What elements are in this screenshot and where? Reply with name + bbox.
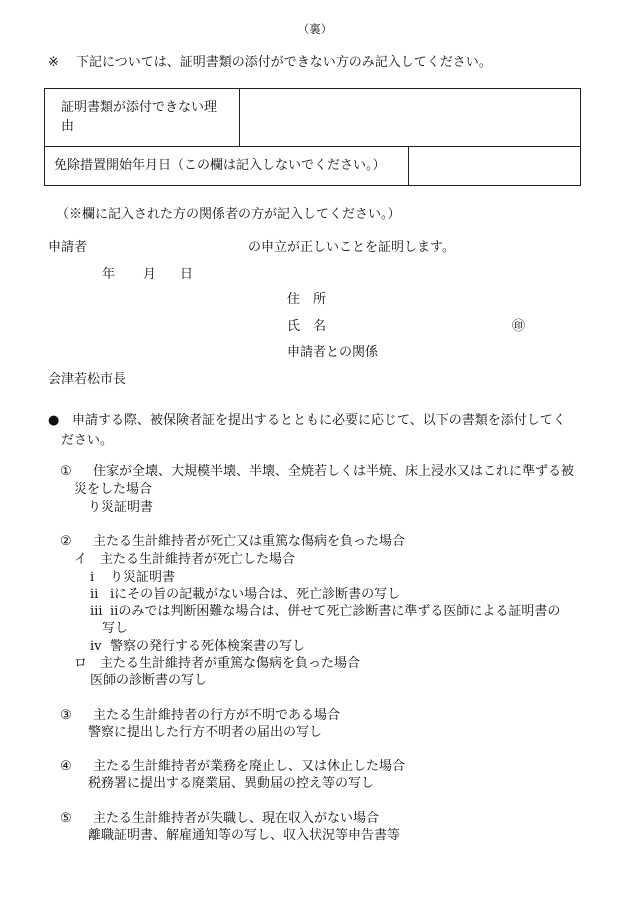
- item-2a-ii: [90, 586, 400, 604]
- guidance-paragraph: [48, 411, 588, 450]
- item-4-title: [60, 758, 405, 776]
- item-5-text: 主たる生計維持者が失職し、現在収入がない場合: [93, 811, 380, 826]
- page-side-label: （裏）: [297, 22, 333, 36]
- name-label: 氏 名: [287, 319, 327, 334]
- item-2a-iii-number: ⅲ: [90, 604, 103, 619]
- attestation-instruction: （※欄に記入された方の関係者の方が記入してください。）: [56, 207, 401, 222]
- item-2a-iv: [90, 638, 305, 656]
- instruction-note: [48, 54, 492, 72]
- item-2-text: 主たる生計維持者が死亡又は重篤な傷病を負った場合: [93, 534, 406, 549]
- item-2-number: ②: [60, 534, 72, 549]
- item-2a-ii-number: ⅱ: [90, 587, 99, 602]
- item-2a-iii-line-2: 写し: [102, 621, 129, 636]
- item-2a-iii-text: ⅱのみでは判断困難な場合は、併せて死亡診断書に準ずる医師による証明書の: [110, 604, 561, 619]
- guidance-line-2: ださい。: [61, 432, 114, 448]
- reason-label: 証明書類が添付できない理由: [61, 99, 218, 134]
- start-date-table: [44, 146, 581, 186]
- item-2a-iii: [90, 603, 560, 621]
- item-2a-iv-text: 警察の発行する死体検案書の写し: [110, 639, 306, 654]
- reason-label-cell: [45, 89, 240, 147]
- seal-mark: ㊞: [512, 319, 526, 334]
- start-date-label: 免除措置開始年月日（この欄は記入しないでください。）: [45, 146, 409, 186]
- item-2a-title: イ 主たる生計維持者が死亡した場合: [74, 552, 296, 567]
- item-2a-i-text: り災証明書: [110, 570, 176, 585]
- item-5-number: ⑤: [60, 811, 72, 826]
- item-1-document: り災証明書: [88, 500, 154, 515]
- item-1-number: ①: [60, 464, 72, 479]
- item-2b-document: 医師の診断書の写し: [90, 673, 208, 688]
- item-2a-iv-number: ⅳ: [90, 639, 102, 654]
- item-3-number: ③: [60, 708, 72, 723]
- applicant-label: 申請者: [48, 240, 88, 255]
- addressee: 会津若松市長: [48, 372, 127, 387]
- start-date-field: [409, 146, 581, 186]
- item-2a-i: [90, 569, 175, 587]
- item-2-title: [60, 533, 405, 551]
- item-5-document: 離職証明書、解雇通知等の写し、収入状況等申告書等: [88, 828, 401, 843]
- item-4-text: 主たる生計維持者が業務を廃止し、又は休止した場合: [93, 759, 406, 774]
- guidance-line-1: 申請する際、被保険者証を提出するとともに必要に応じて、以下の書類を添付してく: [72, 413, 566, 428]
- item-1-line-2: 災をした場合: [74, 482, 153, 497]
- item-1-line-1: 住家が全壊、大規模半壊、半壊、全焼若しくは半焼、床上浸水又はこれに準ずる被: [93, 464, 575, 479]
- relation-label: 申請者との関係: [287, 345, 379, 360]
- item-3-document: 警察に提出した行方不明者の届出の写し: [88, 725, 323, 740]
- item-4-number: ④: [60, 759, 72, 774]
- item-2a-i-number: ⅰ: [90, 570, 95, 585]
- date-day-label: 日: [180, 267, 194, 282]
- attestation-statement: の申立が正しいことを証明します。: [248, 240, 455, 255]
- item-2a-ii-text: ⅰにその旨の記載がない場合は、死亡診断書の写し: [110, 587, 401, 602]
- address-label: 住 所: [287, 292, 327, 307]
- reason-field[interactable]: [240, 89, 581, 147]
- date-year-label: 年: [102, 267, 116, 282]
- note-mark: ※: [48, 55, 59, 70]
- item-3-title: [60, 707, 340, 725]
- item-5-title: [60, 810, 379, 828]
- item-2b-title: ロ 主たる生計維持者が重篤な傷病を負った場合: [74, 656, 361, 671]
- note-text: 下記については、証明書類の添付ができない方のみ記入してください。: [76, 55, 492, 70]
- date-month-label: 月: [143, 267, 157, 282]
- item-4-document: 税務署に提出する廃業届、異動届の控え等の写し: [88, 776, 375, 791]
- reason-table: [44, 88, 581, 147]
- bullet-icon: ●: [48, 413, 60, 428]
- item-3-text: 主たる生計維持者の行方が不明である場合: [93, 708, 341, 723]
- item-1-title: [60, 463, 574, 481]
